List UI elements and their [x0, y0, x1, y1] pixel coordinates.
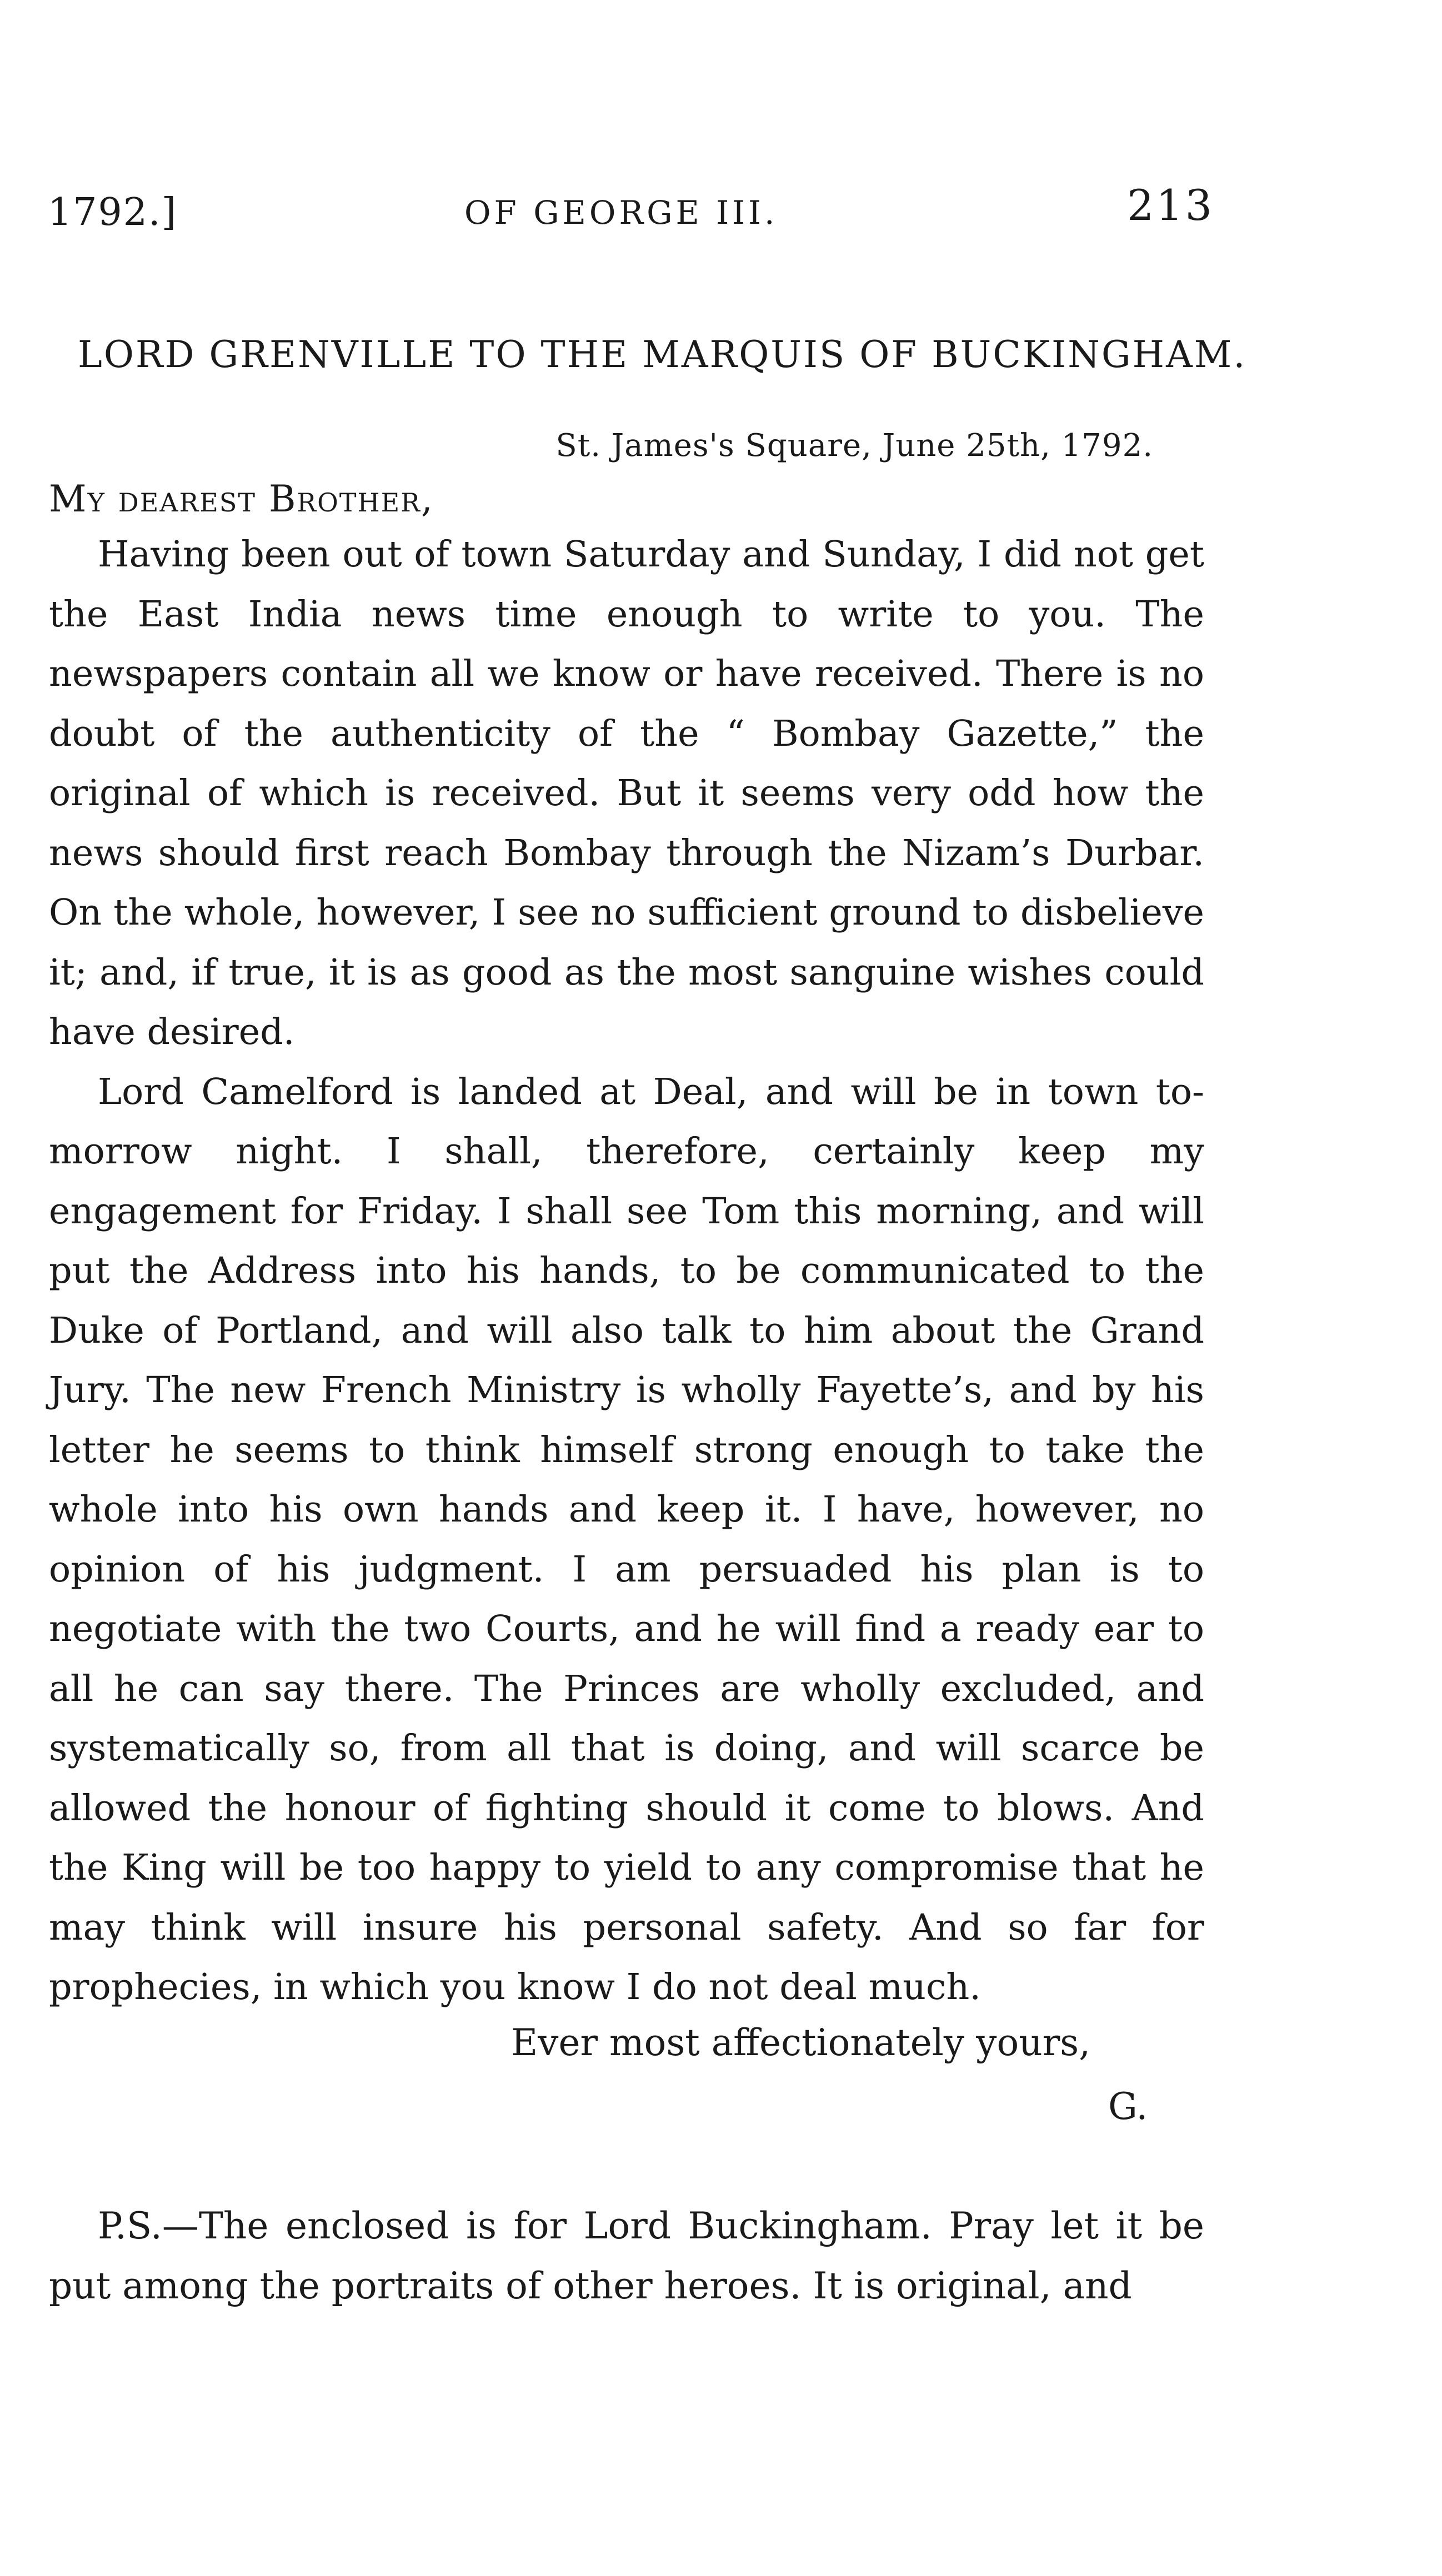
- header-title: OF GEORGE III.: [464, 194, 778, 232]
- page-number: 213: [1126, 180, 1214, 230]
- letter-title: LORD GRENVILLE TO THE MARQUIS OF BUCKINGHAM.: [78, 333, 1247, 376]
- letter-dateline: St. James's Square, June 25th, 1792.: [555, 428, 1153, 464]
- running-header: [48, 180, 1214, 242]
- letter-signature: G.: [1108, 2085, 1148, 2128]
- letter-body: [49, 525, 1204, 2017]
- letter-postscript: P.S.—The enclosed is for Lord Buckingham. Pray let it be put among the portraits of other heroes. It is original, and: [49, 2205, 1204, 2307]
- letter-closing: Ever most affectionately yours,: [511, 2021, 1091, 2064]
- letter-paragraph: Having been out of town Saturday and Sunday, I did not get the East India news time enough to write to you. The newspapers contain all we know or have received. There is no doubt of the authenticity of the “ Bombay Gazette,” the original of which is received. But it seems very odd how the news should first reach Bombay through the Nizam’s Durbar. On the whole, however, I see no sufficient ground to disbelieve it; and, if true, it is as good as the most sanguine wishes could have desired.: [49, 534, 1204, 1053]
- header-year: 1792.]: [48, 190, 178, 234]
- letter-paragraph: Lord Camelford is landed at Deal, and will be in town to-morrow night. I shall, therefore, certainly keep my engagement for Friday. I shall see Tom this morning, and will put the Address into his hands, to be communicated to the Duke of Portland, and will also talk to him about the Grand Jury. The new French Ministry is wholly Fayette’s, and by his letter he seems to think himself strong enough to take the whole into his own hands and keep it. I have, however, no opinion of his judgment. I am persuaded his plan is to negotiate with the two Courts, and he will find a ready ear to all he can say there. The Princes are wholly excluded, and systematically so, from all that is doing, and will scarce be allowed the honour of fighting should it come to blows. And the King will be too happy to yield to any compromise that he may think will insure his personal safety. And so far for prophecies, in which you know I do not deal much.: [49, 1071, 1204, 2008]
- letter-salutation: My dearest Brother,: [49, 478, 434, 520]
- letter-postscript-block: [49, 2196, 1204, 2316]
